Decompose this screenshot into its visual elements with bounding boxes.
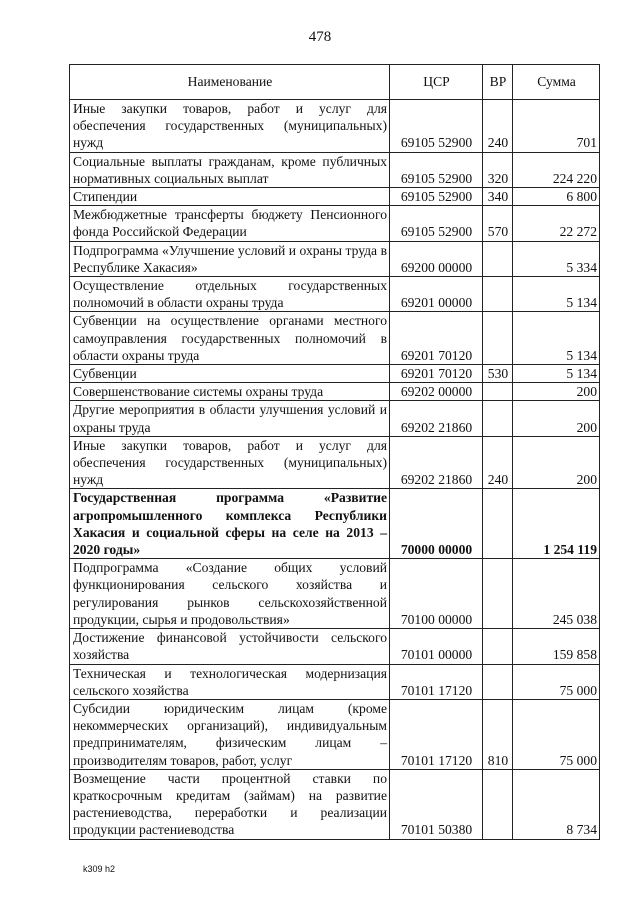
row-vr <box>483 277 513 312</box>
row-sum: 5 134 <box>513 277 600 312</box>
row-vr <box>483 489 513 559</box>
table-row <box>70 436 600 489</box>
row-vr: 320 <box>483 152 513 187</box>
row-name: Возмещение части процентной ставки по краткосрочным кредитам (займам) на развитие растениеводства, переработки и реализации продукции растениеводства <box>70 769 390 839</box>
table-row <box>70 629 600 664</box>
row-vr: 240 <box>483 100 513 153</box>
budget-table <box>69 64 600 840</box>
row-vr <box>483 383 513 401</box>
row-csr: 70101 00000 <box>390 629 483 664</box>
header-csr: ЦСР <box>390 65 483 100</box>
table-row-program-total <box>70 489 600 559</box>
row-vr: 530 <box>483 365 513 383</box>
row-sum: 22 272 <box>513 206 600 241</box>
row-sum: 701 <box>513 100 600 153</box>
table-row <box>70 699 600 769</box>
row-vr <box>483 629 513 664</box>
row-csr: 70101 17120 <box>390 664 483 699</box>
row-csr: 69200 00000 <box>390 241 483 276</box>
table-row <box>70 664 600 699</box>
row-name: Осуществление отдельных государственных полномочий в области охраны труда <box>70 277 390 312</box>
row-csr: 69105 52900 <box>390 206 483 241</box>
row-sum: 6 800 <box>513 188 600 206</box>
table-row <box>70 365 600 383</box>
row-name: Субвенции <box>70 365 390 383</box>
table-header-row <box>70 65 600 100</box>
row-csr: 69202 00000 <box>390 383 483 401</box>
table-row <box>70 241 600 276</box>
row-name: Подпрограмма «Улучшение условий и охраны труда в Республике Хакасия» <box>70 241 390 276</box>
row-csr: 69201 70120 <box>390 365 483 383</box>
row-name: Совершенствование системы охраны труда <box>70 383 390 401</box>
table-row <box>70 769 600 839</box>
table-row <box>70 277 600 312</box>
row-csr: 70100 00000 <box>390 559 483 629</box>
row-csr: 69202 21860 <box>390 401 483 436</box>
row-name: Подпрограмма «Создание общих условий функционирования сельского хозяйства и регулирования рынков сельскохозяйственной продукции, сырья и продовольствия» <box>70 559 390 629</box>
row-csr: 69202 21860 <box>390 436 483 489</box>
row-sum: 8 734 <box>513 769 600 839</box>
row-csr: 69105 52900 <box>390 188 483 206</box>
row-sum: 1 254 119 <box>513 489 600 559</box>
row-name: Иные закупки товаров, работ и услуг для обеспечения государственных (муниципальных) нужд <box>70 100 390 153</box>
row-name: Другие мероприятия в области улучшения условий и охраны труда <box>70 401 390 436</box>
row-sum: 75 000 <box>513 664 600 699</box>
table-row <box>70 100 600 153</box>
row-vr: 340 <box>483 188 513 206</box>
row-sum: 245 038 <box>513 559 600 629</box>
row-sum: 224 220 <box>513 152 600 187</box>
table-row <box>70 312 600 365</box>
row-csr: 69201 70120 <box>390 312 483 365</box>
table-row <box>70 559 600 629</box>
table-row <box>70 188 600 206</box>
row-vr <box>483 559 513 629</box>
row-sum: 5 334 <box>513 241 600 276</box>
row-vr <box>483 664 513 699</box>
row-sum: 159 858 <box>513 629 600 664</box>
row-name: Стипендии <box>70 188 390 206</box>
row-sum: 200 <box>513 383 600 401</box>
row-sum: 5 134 <box>513 365 600 383</box>
row-csr: 70101 17120 <box>390 699 483 769</box>
row-sum: 200 <box>513 436 600 489</box>
row-csr: 70000 00000 <box>390 489 483 559</box>
header-sum: Сумма <box>513 65 600 100</box>
table-row <box>70 206 600 241</box>
row-name: Иные закупки товаров, работ и услуг для обеспечения государственных (муниципальных) нужд <box>70 436 390 489</box>
page-number: 478 <box>308 29 332 45</box>
row-vr <box>483 241 513 276</box>
row-sum: 75 000 <box>513 699 600 769</box>
row-name: Социальные выплаты гражданам, кроме публичных нормативных социальных выплат <box>70 152 390 187</box>
row-vr: 240 <box>483 436 513 489</box>
row-csr: 69105 52900 <box>390 152 483 187</box>
row-name: Государственная программа «Развитие агропромышленного комплекса Республики Хакасия и социальной сферы на селе на 2013 – 2020 годы» <box>70 489 390 559</box>
row-vr <box>483 312 513 365</box>
row-csr: 70101 50380 <box>390 769 483 839</box>
row-name: Межбюджетные трансферты бюджету Пенсионного фонда Российской Федерации <box>70 206 390 241</box>
table-row <box>70 152 600 187</box>
table-row <box>70 401 600 436</box>
row-name: Субвенции на осуществление органами местного самоуправления государственных полномочий в области охраны труда <box>70 312 390 365</box>
row-csr: 69201 00000 <box>390 277 483 312</box>
row-name: Достижение финансовой устойчивости сельского хозяйства <box>70 629 390 664</box>
row-name: Техническая и технологическая модернизация сельского хозяйства <box>70 664 390 699</box>
row-vr: 570 <box>483 206 513 241</box>
row-sum: 5 134 <box>513 312 600 365</box>
footer-document-code: k309 h2 <box>83 864 116 874</box>
row-name: Субсидии юридическим лицам (кроме некоммерческих организаций), индивидуальным предпринимателям, физическим лицам – производителям товаров, работ, услуг <box>70 699 390 769</box>
row-vr <box>483 401 513 436</box>
table-row <box>70 383 600 401</box>
row-sum: 200 <box>513 401 600 436</box>
row-vr: 810 <box>483 699 513 769</box>
header-name: Наименование <box>70 65 390 100</box>
row-vr <box>483 769 513 839</box>
header-vr: ВР <box>483 65 513 100</box>
row-csr: 69105 52900 <box>390 100 483 153</box>
